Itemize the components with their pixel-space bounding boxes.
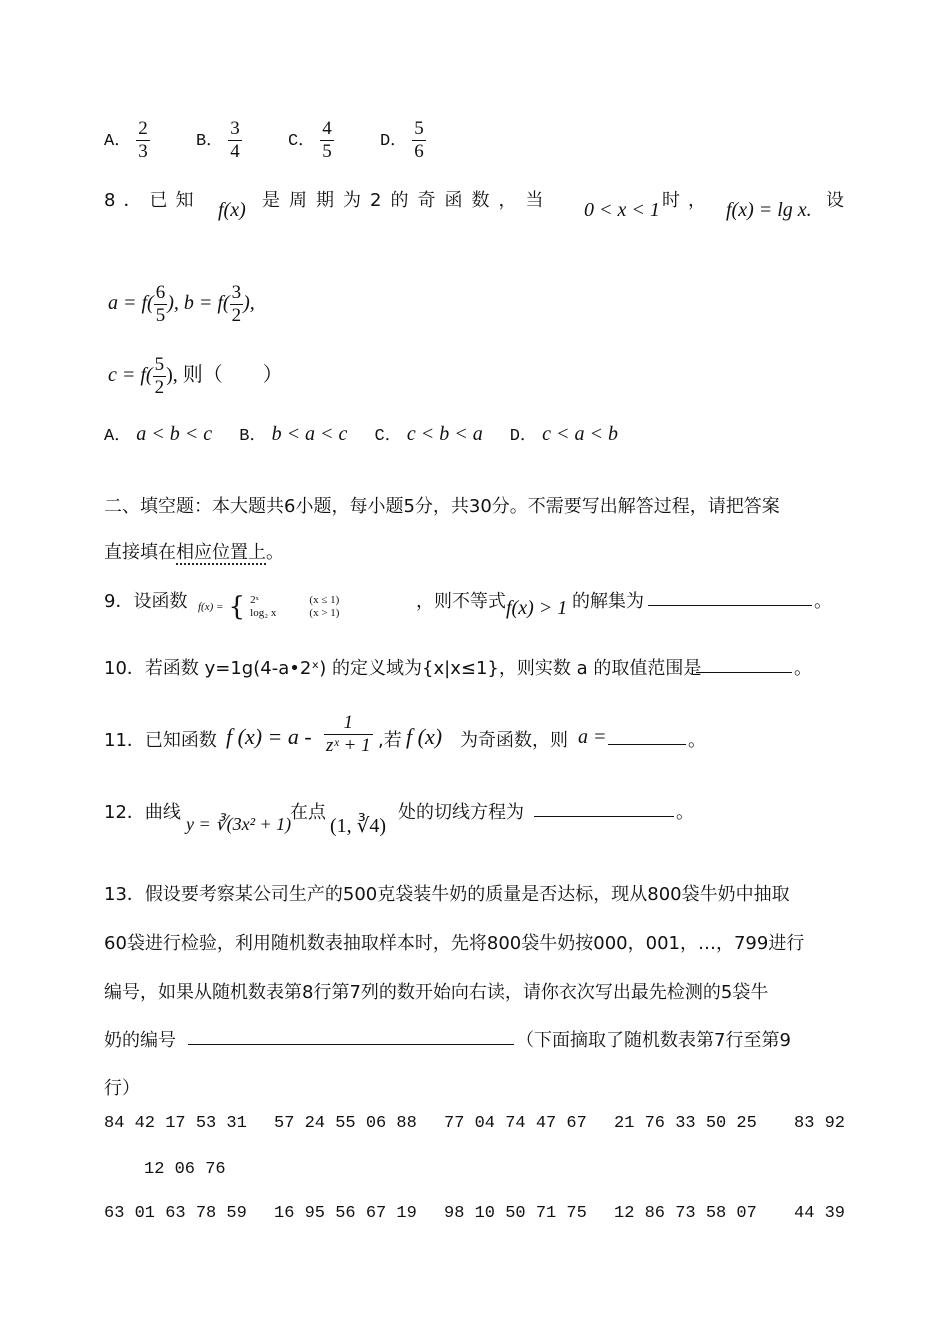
q9-suffix: 的解集为	[572, 591, 644, 612]
random-table-row7-g4: 21 76 33 50 25	[614, 1114, 757, 1133]
q11-answer-blank[interactable]	[608, 728, 686, 745]
q11-end: 。	[688, 730, 706, 751]
q9-prefix: 9．设函数	[104, 591, 188, 612]
q7-option-c-value: $\frac{4}{5}$	[322, 118, 332, 162]
random-table-row8-g2: 16 95 56 67 19	[274, 1204, 417, 1223]
q11-prefix: 11．已知函数	[104, 730, 217, 751]
q8-option-a-label: A．	[104, 427, 132, 446]
q12-curve: y = ∛(3x² + 1)	[186, 814, 292, 834]
q12-answer-blank[interactable]	[534, 800, 674, 817]
q7-option-c-label: C．	[287, 131, 316, 151]
q13-line2: 60袋进行检验，利用随机数表抽取样本时，先将800袋牛奶按000，001，…，799进行	[104, 933, 805, 954]
random-table-row8-g1: 63 01 63 78 59	[104, 1204, 247, 1223]
q8-options	[104, 420, 618, 446]
q8-stem-d: 设	[826, 190, 844, 211]
q8-option-c-expr: c < b < a	[406, 423, 483, 445]
q8-ab-definition: a = f( $\frac{6}{5}$ ), b = f( $\frac{3}{2}$ ),	[108, 282, 255, 326]
q8-stem-c: 时，	[662, 190, 714, 211]
q8-stem-a: 8．已知	[104, 190, 202, 211]
q7-option-b-label: B．	[195, 131, 224, 151]
fraction-6-5: $\frac{6}{5}$	[155, 282, 166, 326]
q13-answer-blank[interactable]	[188, 1028, 514, 1045]
q11-mid: ,若	[378, 730, 402, 751]
q9-mid: ，则不等式	[416, 591, 506, 612]
q12-end: 。	[676, 802, 694, 823]
fraction-3-2: $\frac{3}{2}$	[231, 282, 242, 326]
q8-option-b-expr: b < a < c	[271, 423, 348, 445]
q10-answer-blank[interactable]	[696, 656, 792, 673]
q8-option-a-expr: a < b < c	[136, 423, 213, 445]
q12-point: (1, ∛4)	[330, 815, 387, 837]
q10-text: 10．若函数 y=1g(4-a•2ˣ) 的定义域为{x|x≤1}，则实数 a 的取值范围是	[104, 658, 702, 679]
q13-line4-b: （下面摘取了随机数表第7行至第9	[516, 1030, 791, 1051]
q13-line1: 13．假设要考察某公司生产的500克袋装牛奶的质量是否达标，现从800袋牛奶中抽取	[104, 884, 790, 905]
q9-piecewise-function: f(x) = { 2ˣ log₂ x (x ≤ 1) (x > 1)	[198, 592, 340, 622]
q8-option-d-expr: c < a < b	[542, 423, 618, 445]
random-table-row7-g2: 57 24 55 06 88	[274, 1114, 417, 1133]
q10-end: 。	[794, 658, 812, 679]
q11-function: f (x) = a -	[226, 724, 312, 749]
q8-condition: 0 < x < 1	[584, 199, 660, 221]
q9-inequality: f(x) > 1	[506, 597, 568, 619]
q8-option-b-label: B．	[239, 427, 267, 446]
q9-answer-blank[interactable]	[648, 589, 812, 606]
q12-suffix: 处的切线方程为	[398, 802, 524, 823]
fraction-5-2: $\frac{5}{2}$	[154, 354, 165, 398]
q11-f2: f (x)	[406, 724, 443, 749]
q11-a-eq: a =	[578, 726, 607, 748]
q12-mid: 在点	[290, 802, 326, 823]
q7-option-d-label: D．	[379, 131, 408, 151]
q7-option-a-value: $\frac{2}{3}$	[138, 118, 148, 162]
q8-definition: f(x) = lg x.	[726, 199, 812, 221]
section2-line1: 二、填空题：本大题共6小题，每小题5分，共30分。不需要写出解答过程，请把答案	[104, 496, 780, 517]
q11-fraction: $\frac{1}{\text{zˣ + 1}}$	[326, 712, 371, 756]
random-table-row7-cont: 12 06 76	[144, 1160, 226, 1179]
q7-option-d-value: $\frac{5}{6}$	[414, 118, 424, 162]
emphasis-text: 相应位置上	[176, 542, 266, 563]
q11-mid2: 为奇函数，则	[460, 730, 568, 751]
q8-option-c-label: C．	[374, 427, 402, 446]
section2-line2: 直接填在相应位置上。	[104, 542, 284, 563]
q8-stem-b: 是周期为2的奇函数，当	[262, 190, 553, 211]
q8-option-d-label: D．	[509, 427, 537, 446]
random-table-row7-g3: 77 04 74 47 67	[444, 1114, 587, 1133]
random-table-row8-g5: 44 39	[794, 1204, 846, 1223]
random-table-row7-g5: 83 92	[794, 1114, 846, 1133]
q8-c-definition: c = f( $\frac{5}{2}$ ), 则（ ）	[108, 354, 283, 398]
random-table-row7-g1: 84 42 17 53 31	[104, 1114, 247, 1133]
q7-option-b-value: $\frac{3}{4}$	[230, 118, 240, 162]
q12-prefix: 12．曲线	[104, 802, 181, 823]
q13-line4-a: 奶的编号	[104, 1030, 176, 1051]
q8-fx: f(x)	[218, 199, 246, 221]
q13-line3: 编号，如果从随机数表第8行第7列的数开始向右读，请你衣次写出最先检测的5袋牛	[104, 982, 769, 1003]
q7-option-a-label: A．	[104, 131, 132, 151]
random-table-row8-g3: 98 10 50 71 75	[444, 1204, 587, 1223]
q7-options	[104, 118, 426, 163]
random-table-row8-g4: 12 86 73 58 07	[614, 1204, 757, 1223]
q9-end: 。	[814, 591, 832, 612]
q13-line5: 行）	[104, 1078, 140, 1099]
